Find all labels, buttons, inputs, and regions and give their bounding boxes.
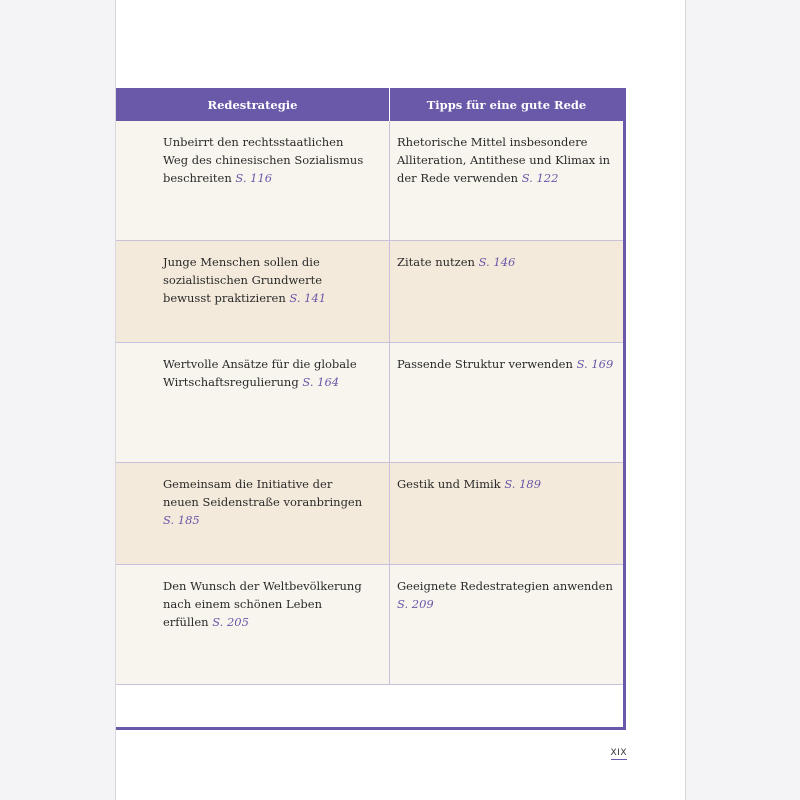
- tip-text: Geeignete Redestrategien anwenden: [397, 579, 613, 593]
- strategy-text: Den Wunsch der Weltbevölkerung nach einem schönen Leben erfüllen: [163, 579, 362, 629]
- table-row: [116, 565, 623, 685]
- strategy-cell: [116, 565, 390, 684]
- header-redestrategie: Redestrategie: [116, 88, 390, 121]
- tip-text: Rhetorische Mittel insbesondere Alliteration, Antithese und Klimax in der Rede verwenden: [397, 135, 611, 185]
- tip-text: Gestik und Mimik: [397, 477, 501, 491]
- page-reference-link[interactable]: S. 116: [235, 171, 273, 185]
- tip-cell: [390, 565, 623, 684]
- strategy-cell: [116, 121, 390, 240]
- table-row: [116, 463, 623, 565]
- page-reference-link[interactable]: S. 185: [163, 513, 200, 527]
- strategy-text: Junge Menschen sollen die sozialistischen Grundwerte bewusst praktizieren: [163, 255, 323, 305]
- page-reference-link[interactable]: S. 146: [478, 255, 516, 269]
- table-row: [116, 241, 623, 343]
- strategy-cell: [116, 343, 390, 462]
- tip-cell: [390, 241, 623, 342]
- table-header-row: [116, 88, 623, 121]
- tip-cell: [390, 343, 623, 462]
- page-reference-link[interactable]: S. 189: [504, 477, 542, 491]
- table-row: [116, 343, 623, 463]
- strategy-cell: [116, 463, 390, 564]
- strategy-text: Wertvolle Ansätze für die globale Wirtschaftsregulierung: [163, 357, 357, 389]
- strategy-text: Unbeirrt den rechtsstaatlichen Weg des chinesischen Sozialismus beschreiten: [163, 135, 364, 185]
- tip-cell: [390, 463, 623, 564]
- page-reference-link[interactable]: S. 141: [289, 291, 327, 305]
- page-number: XIX: [610, 748, 627, 758]
- page-reference-link[interactable]: S. 205: [212, 615, 249, 629]
- page-reference-link[interactable]: S. 164: [302, 375, 340, 389]
- tip-cell: [390, 121, 623, 240]
- strategy-text: Gemeinsam die Initiative der neuen Seidenstraße voranbringen: [163, 477, 363, 509]
- strategy-cell: [116, 241, 390, 342]
- strategy-table: [116, 88, 626, 730]
- page-reference-link[interactable]: S. 209: [397, 597, 434, 611]
- tip-text: Zitate nutzen: [397, 255, 475, 269]
- document-page: [115, 0, 686, 800]
- page-reference-link[interactable]: S. 169: [576, 357, 614, 371]
- tip-text: Passende Struktur verwenden: [397, 357, 573, 371]
- header-tipps: Tipps für eine gute Rede: [426, 97, 587, 112]
- page-reference-link[interactable]: S. 122: [521, 171, 559, 185]
- table-row: [116, 121, 623, 241]
